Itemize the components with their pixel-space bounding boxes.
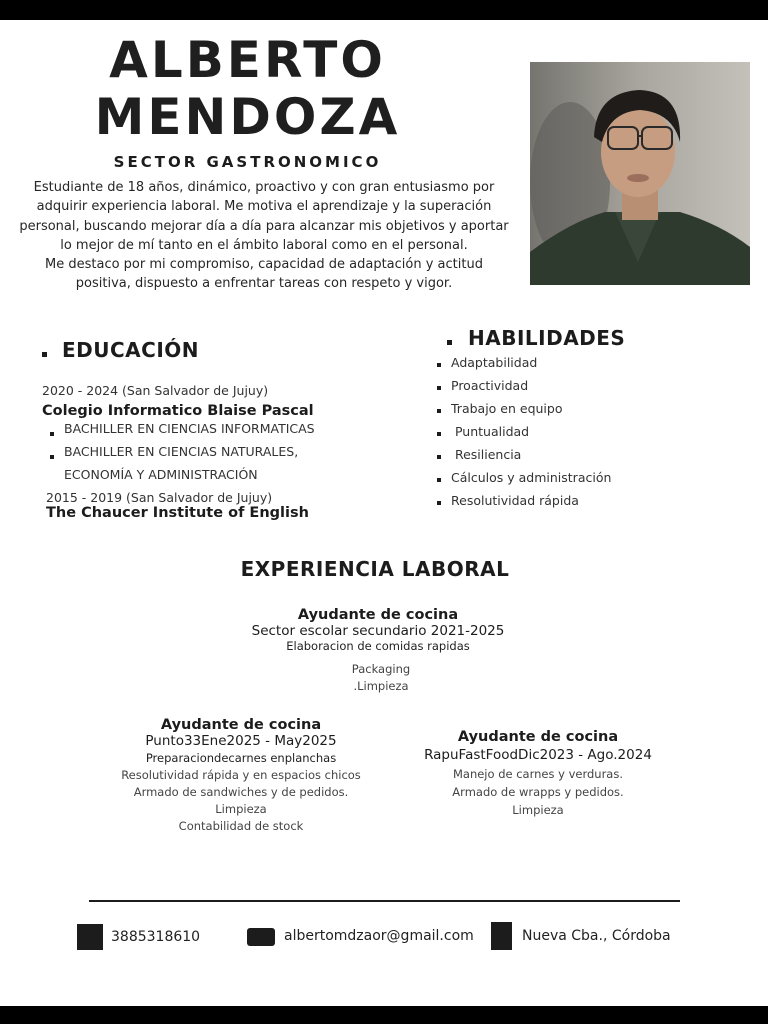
skill-item: Resolutividad rápida <box>451 493 579 508</box>
education-institution: The Chaucer Institute of English <box>46 505 309 521</box>
job-duty: .Limpieza <box>353 679 409 693</box>
education-item: BACHILLER EN CIENCIAS INFORMATICAS <box>64 421 315 436</box>
skills-title: HABILIDADES <box>468 326 626 350</box>
bullet-icon <box>437 455 441 459</box>
skill-item: Puntualidad <box>451 424 530 439</box>
bullet-icon <box>437 363 441 367</box>
bullet-icon <box>42 352 47 357</box>
job-duty: Preparaciondecarnes enplanchas <box>145 751 337 765</box>
bullet-icon <box>437 432 441 436</box>
education-item: BACHILLER EN CIENCIAS NATURALES, <box>64 444 299 459</box>
sector-title: SECTOR GASTRONOMICO <box>113 153 382 171</box>
bullet-icon <box>447 340 452 345</box>
contact-email[interactable]: albertomdzaor@gmail.com <box>284 928 474 944</box>
bullet-icon <box>50 455 54 459</box>
summary-line: lo mejor de mí tanto en el ámbito laboral como en el personal. <box>60 237 468 253</box>
skill-item: Resiliencia <box>451 447 522 462</box>
job-duties <box>281 661 481 695</box>
skill-item: Cálculos y administración <box>451 470 612 485</box>
bullet-icon <box>437 386 441 390</box>
education-title: EDUCACIÓN <box>62 338 200 362</box>
job-entry <box>388 729 688 819</box>
bullet-icon <box>437 409 441 413</box>
job-entry <box>178 607 578 653</box>
last-name: MENDOZA <box>94 88 401 146</box>
job-place: Sector escolar secundario 2021-2025 <box>251 623 505 639</box>
job-place: Punto33Ene2025 - May2025 <box>145 733 337 749</box>
profile-photo <box>530 62 750 285</box>
location-icon <box>491 922 512 950</box>
job-duty: Packaging <box>351 662 411 676</box>
job-duty: Contabilidad de stock <box>178 819 304 833</box>
divider <box>89 900 680 902</box>
first-name: ALBERTO <box>109 31 386 89</box>
summary-line: Me destaco por mi compromiso, capacidad de adaptación y actitud <box>45 257 483 273</box>
skill-item: Proactividad <box>451 378 529 393</box>
summary <box>14 178 514 294</box>
bullet-icon <box>437 501 441 505</box>
job-place: RapuFastFoodDic2023 - Ago.2024 <box>424 747 652 763</box>
summary-line: positiva, dispuesto a enfrentar tareas con respeto y vigor. <box>75 276 453 292</box>
bottom-bar <box>0 1006 768 1024</box>
job-duty: Armado de wrapps y pedidos. <box>452 785 624 799</box>
job-duty: Resolutividad rápida y en espacios chicos <box>121 768 361 782</box>
bullet-icon <box>437 478 441 482</box>
job-duty: Limpieza <box>512 803 564 817</box>
summary-line: adquirir experiencia laboral. Me motiva el aprendizaje y la superación <box>36 199 492 215</box>
job-role: Ayudante de cocina <box>457 729 619 745</box>
job-duty: Armado de sandwiches y de pedidos. <box>133 785 349 799</box>
job-duty: Manejo de carnes y verduras. <box>452 767 624 781</box>
portrait-illustration <box>530 62 750 285</box>
email-icon <box>247 928 275 946</box>
education-period: 2020 - 2024 (San Salvador de Jujuy) <box>42 383 269 398</box>
education-period: 2015 - 2019 (San Salvador de Jujuy) <box>46 490 273 505</box>
experience-title: EXPERIENCIA LABORAL <box>240 557 510 581</box>
contact-phone[interactable]: 3885318610 <box>111 929 201 945</box>
job-duty: Limpieza <box>215 802 267 816</box>
job-role: Ayudante de cocina <box>160 717 322 733</box>
summary-line: personal, buscando mejorar día a día para alcanzar mis objetivos y aportar <box>19 218 509 234</box>
job-entry <box>81 717 401 835</box>
job-role: Ayudante de cocina <box>297 607 459 623</box>
contact-location: Nueva Cba., Córdoba <box>522 928 671 944</box>
education-institution: Colegio Informatico Blaise Pascal <box>42 403 314 419</box>
summary-line: Estudiante de 18 años, dinámico, proactivo y con gran entusiasmo por <box>33 180 495 195</box>
skill-item: Adaptabilidad <box>451 355 538 370</box>
job-duty: Elaboracion de comidas rapidas <box>286 639 470 653</box>
skill-item: Trabajo en equipo <box>451 401 563 416</box>
bullet-icon <box>50 432 54 436</box>
education-item: ECONOMÍA Y ADMINISTRACIÓN <box>64 467 258 482</box>
phone-icon <box>77 924 103 950</box>
top-bar <box>0 0 768 20</box>
